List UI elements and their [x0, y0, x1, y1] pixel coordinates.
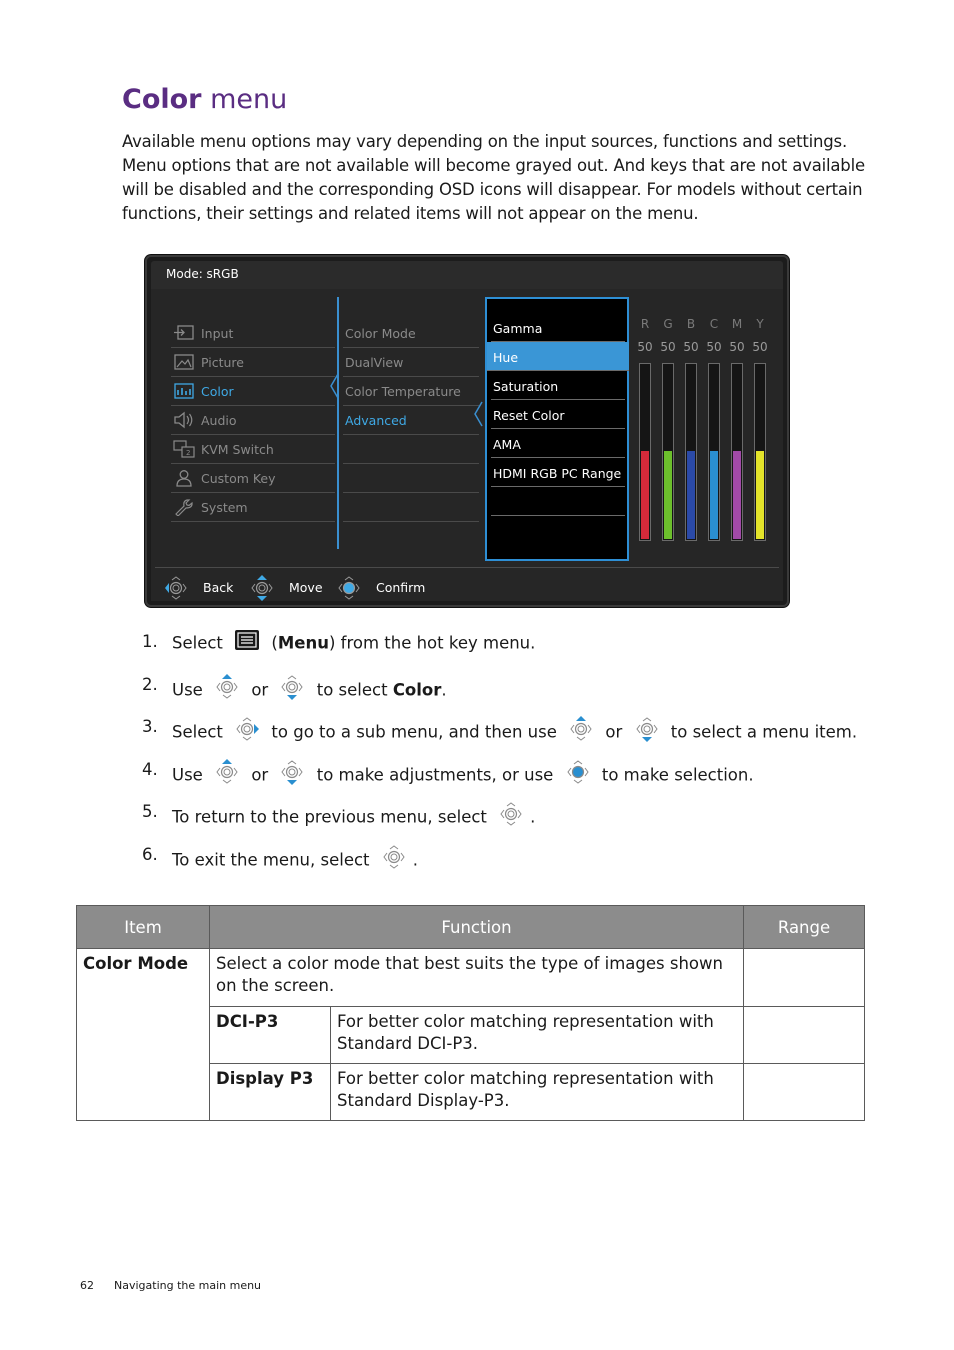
user-icon: [173, 469, 195, 487]
submenu-item-empty: [343, 493, 479, 522]
footer-section-title: Navigating the main menu: [114, 1279, 262, 1292]
option-label: Saturation: [493, 379, 559, 394]
step-text: or: [251, 765, 269, 784]
osd-body: [151, 289, 783, 601]
step-number: 5.: [142, 802, 158, 821]
channel-bar-r[interactable]: [639, 363, 651, 541]
picture-icon: [173, 353, 195, 371]
osd-main-menu: [171, 319, 335, 522]
option-hue[interactable]: [487, 342, 629, 371]
cell-subitem: DCI-P3: [210, 1007, 331, 1064]
channel-label-g: G: [663, 317, 673, 331]
step-text: .: [412, 850, 419, 869]
step-text: or: [605, 722, 623, 742]
footer-move-label: Move: [289, 580, 323, 595]
channel-bar-fill: [687, 451, 695, 539]
menu-item-label: KVM Switch: [201, 442, 274, 457]
step-text: To exit the menu, select: [172, 850, 370, 869]
step-text: to make selection.: [601, 765, 754, 784]
color-menu-table: [76, 905, 865, 1121]
footer-back-label: Back: [203, 580, 234, 595]
joystick-press-icon: [334, 573, 364, 603]
channel-bar-fill: [641, 451, 649, 539]
joystick-up-icon: [212, 757, 242, 787]
step-text: ) from the hot key menu.: [328, 633, 536, 653]
osd-footer-divider: [155, 567, 779, 568]
color-icon: [173, 382, 195, 400]
submenu-item-empty: [343, 435, 479, 464]
menu-item-label: System: [201, 500, 248, 515]
audio-icon: [173, 411, 195, 429]
cell-subitem: Display P3: [210, 1064, 331, 1121]
osd-options-panel: [485, 297, 629, 561]
chevron-left-icon: [473, 401, 483, 427]
menu-key-icon: [234, 629, 260, 651]
joystick-up-icon: [566, 714, 596, 744]
joystick-down-icon: [277, 672, 307, 702]
footer-confirm-label: Confirm: [376, 580, 426, 595]
option-label: HDMI RGB PC Range: [493, 466, 622, 481]
submenu-item-label: Color Mode: [345, 326, 416, 341]
joystick-right-icon: [232, 714, 262, 744]
cell-function: For better color matching representation with Standard Display-P3.: [331, 1064, 744, 1121]
step-text: or: [251, 680, 269, 699]
option-ama[interactable]: [491, 429, 625, 458]
table-header-row: [77, 906, 865, 949]
osd-screen: [145, 255, 789, 607]
step-text: Use: [172, 680, 203, 699]
menu-item-system[interactable]: [171, 493, 335, 522]
channel-label-y: Y: [756, 317, 764, 331]
cell-range: [744, 949, 865, 1007]
submenu-item-dualview[interactable]: [343, 348, 479, 377]
table-row: [77, 949, 865, 1007]
option-label: Gamma: [493, 321, 543, 336]
step-text: Select: [172, 633, 223, 653]
menu-item-picture[interactable]: [171, 348, 335, 377]
channel-value-b: 50: [683, 340, 699, 354]
step-text: to make adjustments, or use: [316, 765, 554, 784]
cell-range: [744, 1007, 865, 1064]
channel-value-r: 50: [637, 340, 653, 354]
joystick-left-icon: [379, 842, 409, 872]
page-number: 62: [80, 1279, 94, 1292]
title-rest: menu: [201, 84, 288, 115]
menu-item-label: Audio: [201, 413, 237, 428]
channel-bar-y[interactable]: [754, 363, 766, 541]
cell-item: Color Mode: [77, 949, 210, 1121]
osd-mode-label: Mode: sRGB: [166, 267, 239, 281]
osd-sub-menu: [343, 319, 479, 522]
channel-bar-fill: [756, 451, 764, 539]
option-label: AMA: [493, 437, 521, 452]
wrench-icon: [173, 498, 195, 516]
joystick-left-icon: [161, 573, 191, 603]
joystick-left-icon: [496, 799, 526, 829]
menu-item-audio[interactable]: [171, 406, 335, 435]
channel-label-c: C: [709, 317, 719, 331]
cell-function: For better color matching representation with Standard DCI-P3.: [331, 1007, 744, 1064]
submenu-item-color-mode[interactable]: [343, 319, 479, 348]
menu-divider: [337, 297, 339, 549]
step-text-bold: Color: [392, 680, 442, 699]
channel-bar-fill: [733, 451, 741, 539]
header-range: Range: [744, 906, 865, 949]
channel-bar-g[interactable]: [662, 363, 674, 541]
menu-item-label: Color: [201, 384, 234, 399]
submenu-item-color-temperature[interactable]: [343, 377, 479, 406]
osd-header: [151, 261, 783, 289]
channel-bar-fill: [664, 451, 672, 539]
option-gamma[interactable]: [491, 313, 625, 342]
option-reset-color[interactable]: [491, 400, 625, 429]
menu-item-label: Picture: [201, 355, 244, 370]
option-label: Reset Color: [493, 408, 565, 423]
submenu-item-label: Advanced: [345, 413, 407, 428]
step-number: 4.: [142, 759, 158, 779]
submenu-item-label: Color Temperature: [345, 384, 461, 399]
submenu-item-advanced[interactable]: [343, 406, 479, 435]
step-text: to select: [316, 680, 388, 699]
header-function: Function: [210, 906, 744, 949]
menu-item-kvm[interactable]: [171, 435, 335, 464]
joystick-up-icon: [212, 672, 242, 702]
channel-value-c: 50: [706, 340, 722, 354]
channel-bar-b[interactable]: [685, 363, 697, 541]
menu-item-input[interactable]: [171, 319, 335, 348]
joystick-press-icon: [563, 757, 593, 787]
joystick-updown-icon: [247, 573, 277, 603]
channel-label-r: R: [640, 317, 650, 331]
option-empty: [491, 487, 625, 516]
step-text: To return to the previous menu, select: [172, 807, 487, 827]
step-text: Select: [172, 722, 223, 742]
intro-paragraph: Available menu options may vary depending on the input sources, functions and settings. Menu options that are not available will become grayed out. And keys that are not available will be disabled and the corresponding OSD icons will disappear. For models without certain functions, their settings and related items will not appear on the menu.: [122, 132, 865, 223]
step-text: to select a menu item.: [670, 722, 858, 742]
channel-bar-c[interactable]: [708, 363, 720, 541]
title-bold: Color: [122, 84, 202, 115]
menu-item-color[interactable]: [171, 377, 335, 406]
channel-label-b: B: [686, 317, 696, 331]
option-hdmi-rgb-pc-range[interactable]: [491, 458, 625, 487]
channel-value-y: 50: [752, 340, 768, 354]
channel-label-m: M: [731, 317, 743, 331]
step-number: 3.: [142, 717, 158, 736]
channel-value-g: 50: [660, 340, 676, 354]
step-text-bold: Menu: [277, 633, 329, 653]
menu-item-label: Custom Key: [201, 471, 276, 486]
step-text: .: [441, 680, 447, 699]
step-text: (: [271, 633, 278, 653]
submenu-item-label: DualView: [345, 355, 404, 370]
channel-bar-m[interactable]: [731, 363, 743, 541]
step-text: Use: [172, 765, 203, 784]
header-item: Item: [77, 906, 210, 949]
step-number: 6.: [142, 844, 158, 864]
channel-value-m: 50: [729, 340, 745, 354]
menu-item-custom-key[interactable]: [171, 464, 335, 493]
step-text: to go to a sub menu, and then use: [271, 722, 557, 742]
menu-item-label: Input: [201, 326, 234, 341]
cell-function: Select a color mode that best suits the type of images shown on the screen.: [210, 949, 744, 1007]
joystick-down-icon: [632, 714, 662, 744]
channel-bar-fill: [710, 451, 718, 539]
submenu-item-empty: [343, 464, 479, 493]
joystick-down-icon: [277, 757, 307, 787]
osd-footer: [151, 571, 783, 601]
step-number: 1.: [142, 632, 158, 651]
input-icon: [173, 324, 195, 342]
svg-text:2: 2: [186, 449, 191, 457]
option-saturation[interactable]: [491, 371, 625, 400]
cell-range: [744, 1064, 865, 1121]
option-label: Hue: [493, 350, 519, 365]
kvm-icon: [173, 440, 195, 458]
step-text: .: [530, 807, 536, 827]
page-title: [122, 84, 287, 115]
step-number: 2.: [142, 674, 158, 694]
